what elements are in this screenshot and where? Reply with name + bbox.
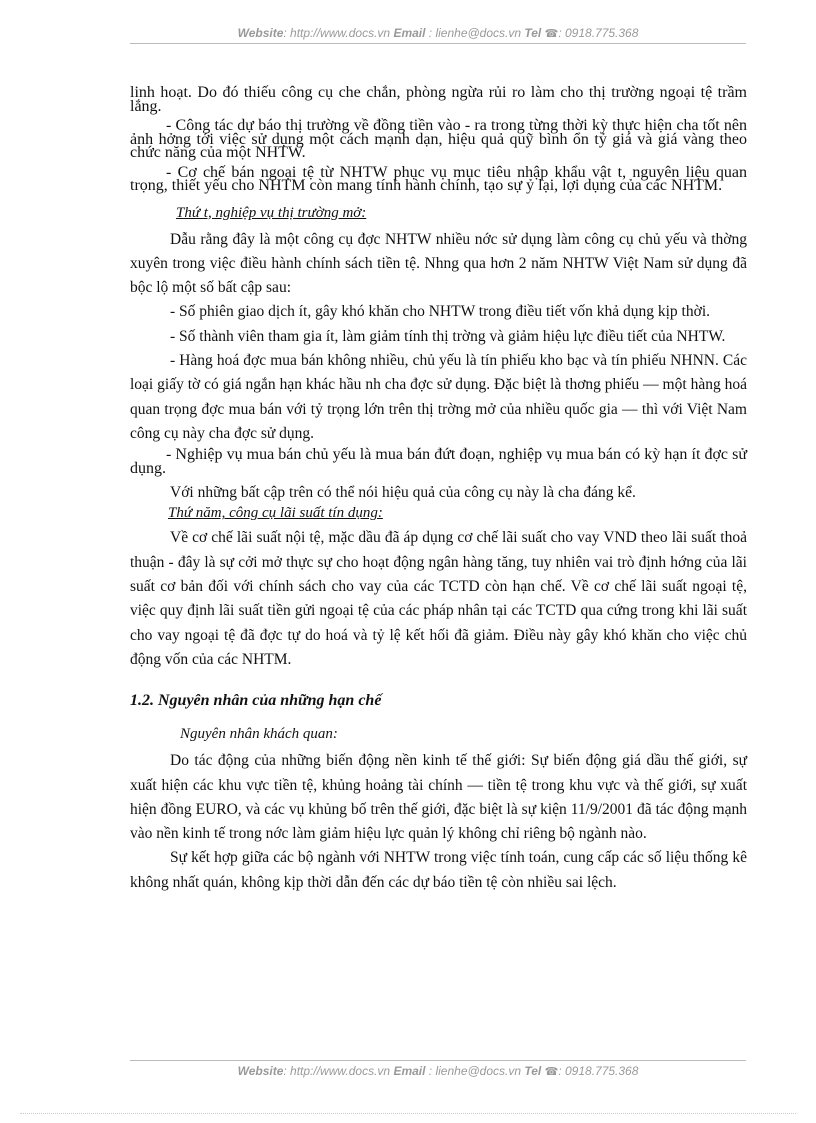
- paragraph-5: - Số phiên giao dịch ít, gây khó khăn cho NHTW trong điều tiết vốn khả dụng kịp thời.: [170, 303, 710, 321]
- paragraph-3: - Cơ chế bán ngoại tệ từ NHTW phục vụ mục tiêu nhập khẩu vật t, nguyên liệu quan trọng, thiết yếu cho NHTM còn mang tính hành chính, tạo sự ỷ lại, lợi dụng của các NHTM.: [130, 163, 747, 194]
- header-email-label: Email: [393, 26, 426, 40]
- paragraph-4: Dẫu rằng đây là một công cụ đợc NHTW nhiều nớc sử dụng làm công cụ chủ yếu và thờng xuyên trong việc điều hành chính sách tiền tệ. Nhng qua hơn 2 năm NHTW Việt Nam sử dụng đã bộc lộ một số bất cập sau:: [130, 230, 747, 297]
- page-body: [130, 86, 747, 895]
- phone-icon: ☎: [544, 1066, 559, 1078]
- page-footer: [130, 1064, 746, 1078]
- header-rule: [130, 43, 746, 44]
- header-website-label: Website: [237, 26, 284, 40]
- paragraph-2: - Công tác dự báo thị trường về đồng tiền vào - ra trong từng thời kỳ thực hiện cha tốt nên ảnh hởng tới việc sử dụng một cách mạnh dạn, hiệu quả quỹ bình ổn tỷ giá và giá vàng theo chức năng của một NHTW.: [130, 117, 747, 161]
- section-heading-5: Thứ năm, công cụ lãi suất tín dụng:: [168, 505, 383, 522]
- footer-tel-label: Tel: [524, 1064, 542, 1078]
- paragraph-7: - Hàng hoá đợc mua bán không nhiều, chủ yếu là tín phiếu kho bạc và tín phiếu NHNN. Các loại giấy tờ có giá ngắn hạn khác hầu nh cha đợc sử dụng. Đặc biệt là thơng phiếu — một hàng hoá quan trọng đợc mua bán với tỷ trọng lớn trên thị trờng mở của nhiều quốc gia — thì với Việt Nam công cụ này cha đợc sử dụng.: [130, 351, 747, 442]
- header-tel-value: : 0918.775.368: [558, 26, 639, 40]
- page-header: [130, 26, 746, 40]
- paragraph-8: - Nghiệp vụ mua bán chủ yếu là mua bán đứt đoạn, nghiệp vụ mua bán có kỳ hạn ít đợc sử dụng.: [130, 446, 747, 477]
- header-email-link[interactable]: : lienhe@docs.vn: [428, 26, 522, 40]
- paragraph-6: - Số thành viên tham gia ít, làm giảm tính thị trờng và giảm hiệu lực điều tiết của NHTW.: [170, 327, 726, 345]
- footer-rule: [130, 1060, 746, 1061]
- heading-1-2: 1.2. Nguyên nhân của những hạn chế: [130, 692, 382, 710]
- paragraph-10: Về cơ chế lãi suất nội tệ, mặc dầu đã áp dụng cơ chế lãi suất cho vay VND theo lãi suất thoả thuận - đây là sự cởi mở thực sự cho hoạt động ngân hàng tăng, tuy nhiên vai trò định hớng của lãi suất cơ bản đối với chính sách cho vay của các TCTD còn hạn chế. Về cơ chế lãi suất ngoại tệ, việc quy định lãi suất tiền gửi ngoại tệ của các pháp nhân tại các TCTD qua cứng trong khi lãi suất cho vay ngoại tệ đã đợc tự do hoá và tỷ lệ kết hối đã giảm. Điều này gây khó khăn cho việc chủ động vốn của các NHTM.: [130, 529, 747, 668]
- subheading-objective: Nguyên nhân khách quan:: [180, 726, 338, 743]
- paragraph-12: Sự kết hợp giữa các bộ ngành với NHTW trong việc tính toán, cung cấp các số liệu thống kê không nhất quán, không kịp thời dẫn đến các dự báo tiền tệ còn nhiều sai lệch.: [130, 849, 747, 891]
- header-website-link[interactable]: : http://www.docs.vn: [283, 26, 391, 40]
- page-bottom-dotted-line: [20, 1113, 796, 1114]
- footer-website-link[interactable]: : http://www.docs.vn: [283, 1064, 391, 1078]
- section-heading-4: Thứ t, nghiệp vụ thị trường mở:: [176, 204, 367, 221]
- footer-tel-value: : 0918.775.368: [558, 1064, 639, 1078]
- paragraph-11: Do tác động của những biến động nền kinh tế thế giới: Sự biến động giá dầu thế giới, sự xuất hiện các khu vực tiền tệ, khủng hoảng tài chính — tiền tệ trong khu vực và thế giới, sự xuất hiện đồng EURO, và các vụ khủng bố trên thế giới, đặc biệt là sự kiện 11/9/2001 đã tác động mạnh vào nền kinh tế trong nớc làm giảm hiệu lực quản lý không chỉ riêng bộ ngành nào.: [130, 752, 747, 843]
- paragraph-1: linh hoạt. Do đó thiếu công cụ che chắn, phòng ngừa rủi ro làm cho thị trường ngoại tệ trầm lắng.: [130, 84, 747, 115]
- phone-icon: ☎: [544, 28, 559, 40]
- paragraph-9: Với những bất cập trên có thể nói hiệu quả của công cụ này là cha đáng kể.: [170, 484, 636, 502]
- header-tel-label: Tel: [524, 26, 542, 40]
- footer-email-link[interactable]: : lienhe@docs.vn: [428, 1064, 522, 1078]
- footer-email-label: Email: [393, 1064, 426, 1078]
- footer-website-label: Website: [237, 1064, 284, 1078]
